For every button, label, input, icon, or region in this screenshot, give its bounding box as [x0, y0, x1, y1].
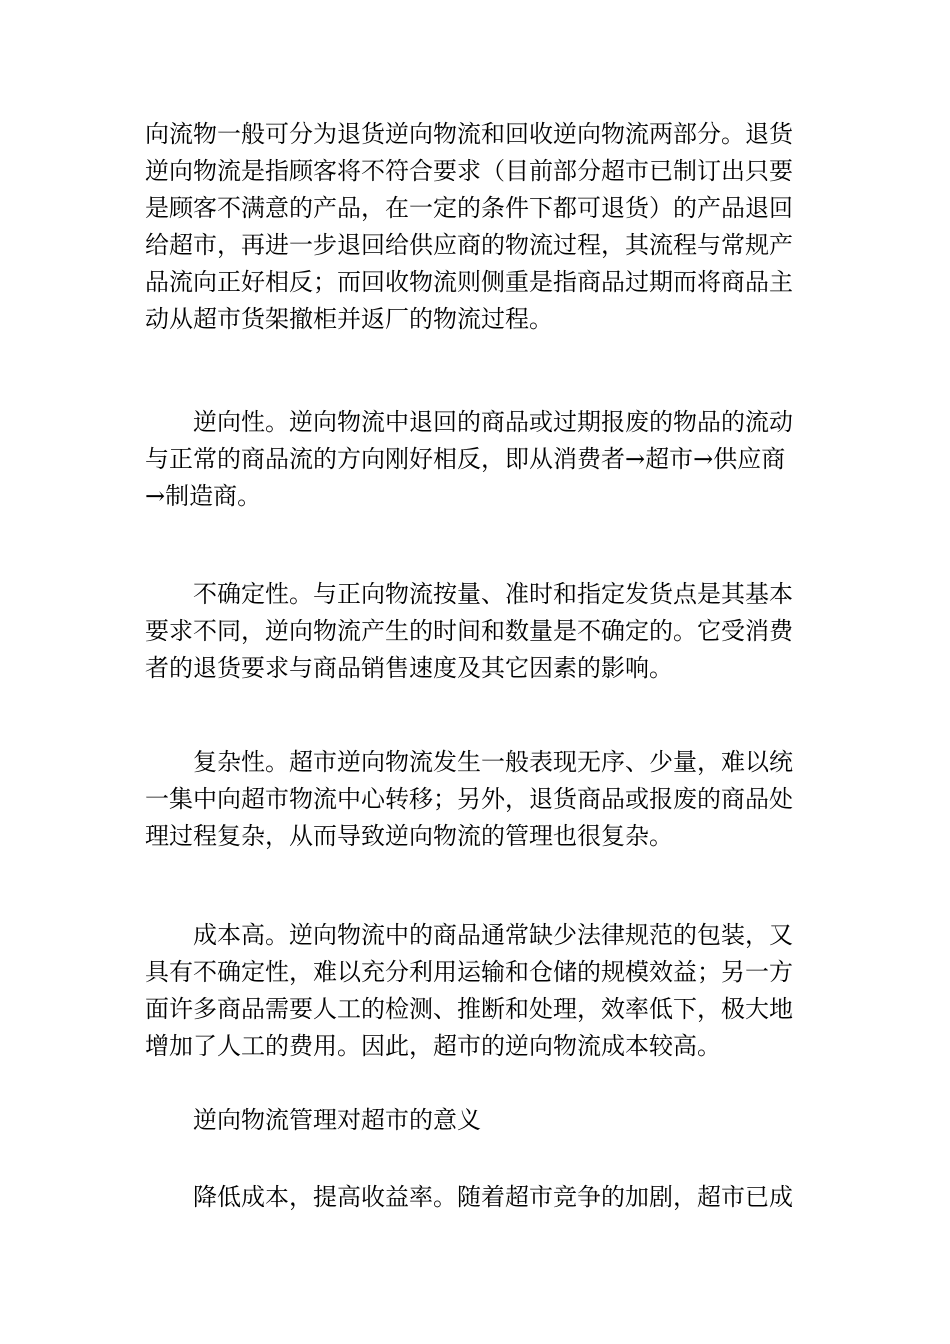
paragraph-complexity: 复杂性。超市逆向物流发生一般表现无序、少量，难以统 一集中向超市物流中心转移；另外，退货商品或报废的商品处 理过程复杂，从而导致逆向物流的管理也很复杂。	[145, 748, 793, 850]
paragraph-returns-definition: 向流物一般可分为退货逆向物流和回收逆向物流两部分。退货 逆向物流是指顾客将不符合要求（目前部分超市已制订出只要 是顾客不满意的产品，在一定的条件下都可退货）的产品退回 给超市，再进一步退回给供应商的物流过程，其流程与常规产 品流向正好相反；而回收物流则侧重是指商品过期而将商品主 动从超市货架撤柜并返厂的物流过程。	[145, 120, 793, 333]
section-heading-significance: 逆向物流管理对超市的意义	[145, 1106, 481, 1134]
paragraph-uncertainty: 不确定性。与正向物流按量、准时和指定发货点是其基本 要求不同，逆向物流产生的时间和数量是不确定的。它受消费 者的退货要求与商品销售速度及其它因素的影响。	[145, 580, 793, 682]
paragraph-reduce-cost: 降低成本，提高收益率。随着超市竞争的加剧，超市已成	[145, 1183, 793, 1211]
paragraph-reverse-direction: 逆向性。逆向物流中退回的商品或过期报废的物品的流动 与正常的商品流的方向刚好相反，即从消费者→超市→供应商 →制造商。	[145, 408, 793, 510]
paragraph-high-cost: 成本高。逆向物流中的商品通常缺少法律规范的包装，又 具有不确定性，难以充分利用运输和仓储的规模效益；另一方 面许多商品需要人工的检测、推断和处理，效率低下，极大地 增加了人工的费用。因此，超市的逆向物流成本较高。	[145, 921, 793, 1060]
